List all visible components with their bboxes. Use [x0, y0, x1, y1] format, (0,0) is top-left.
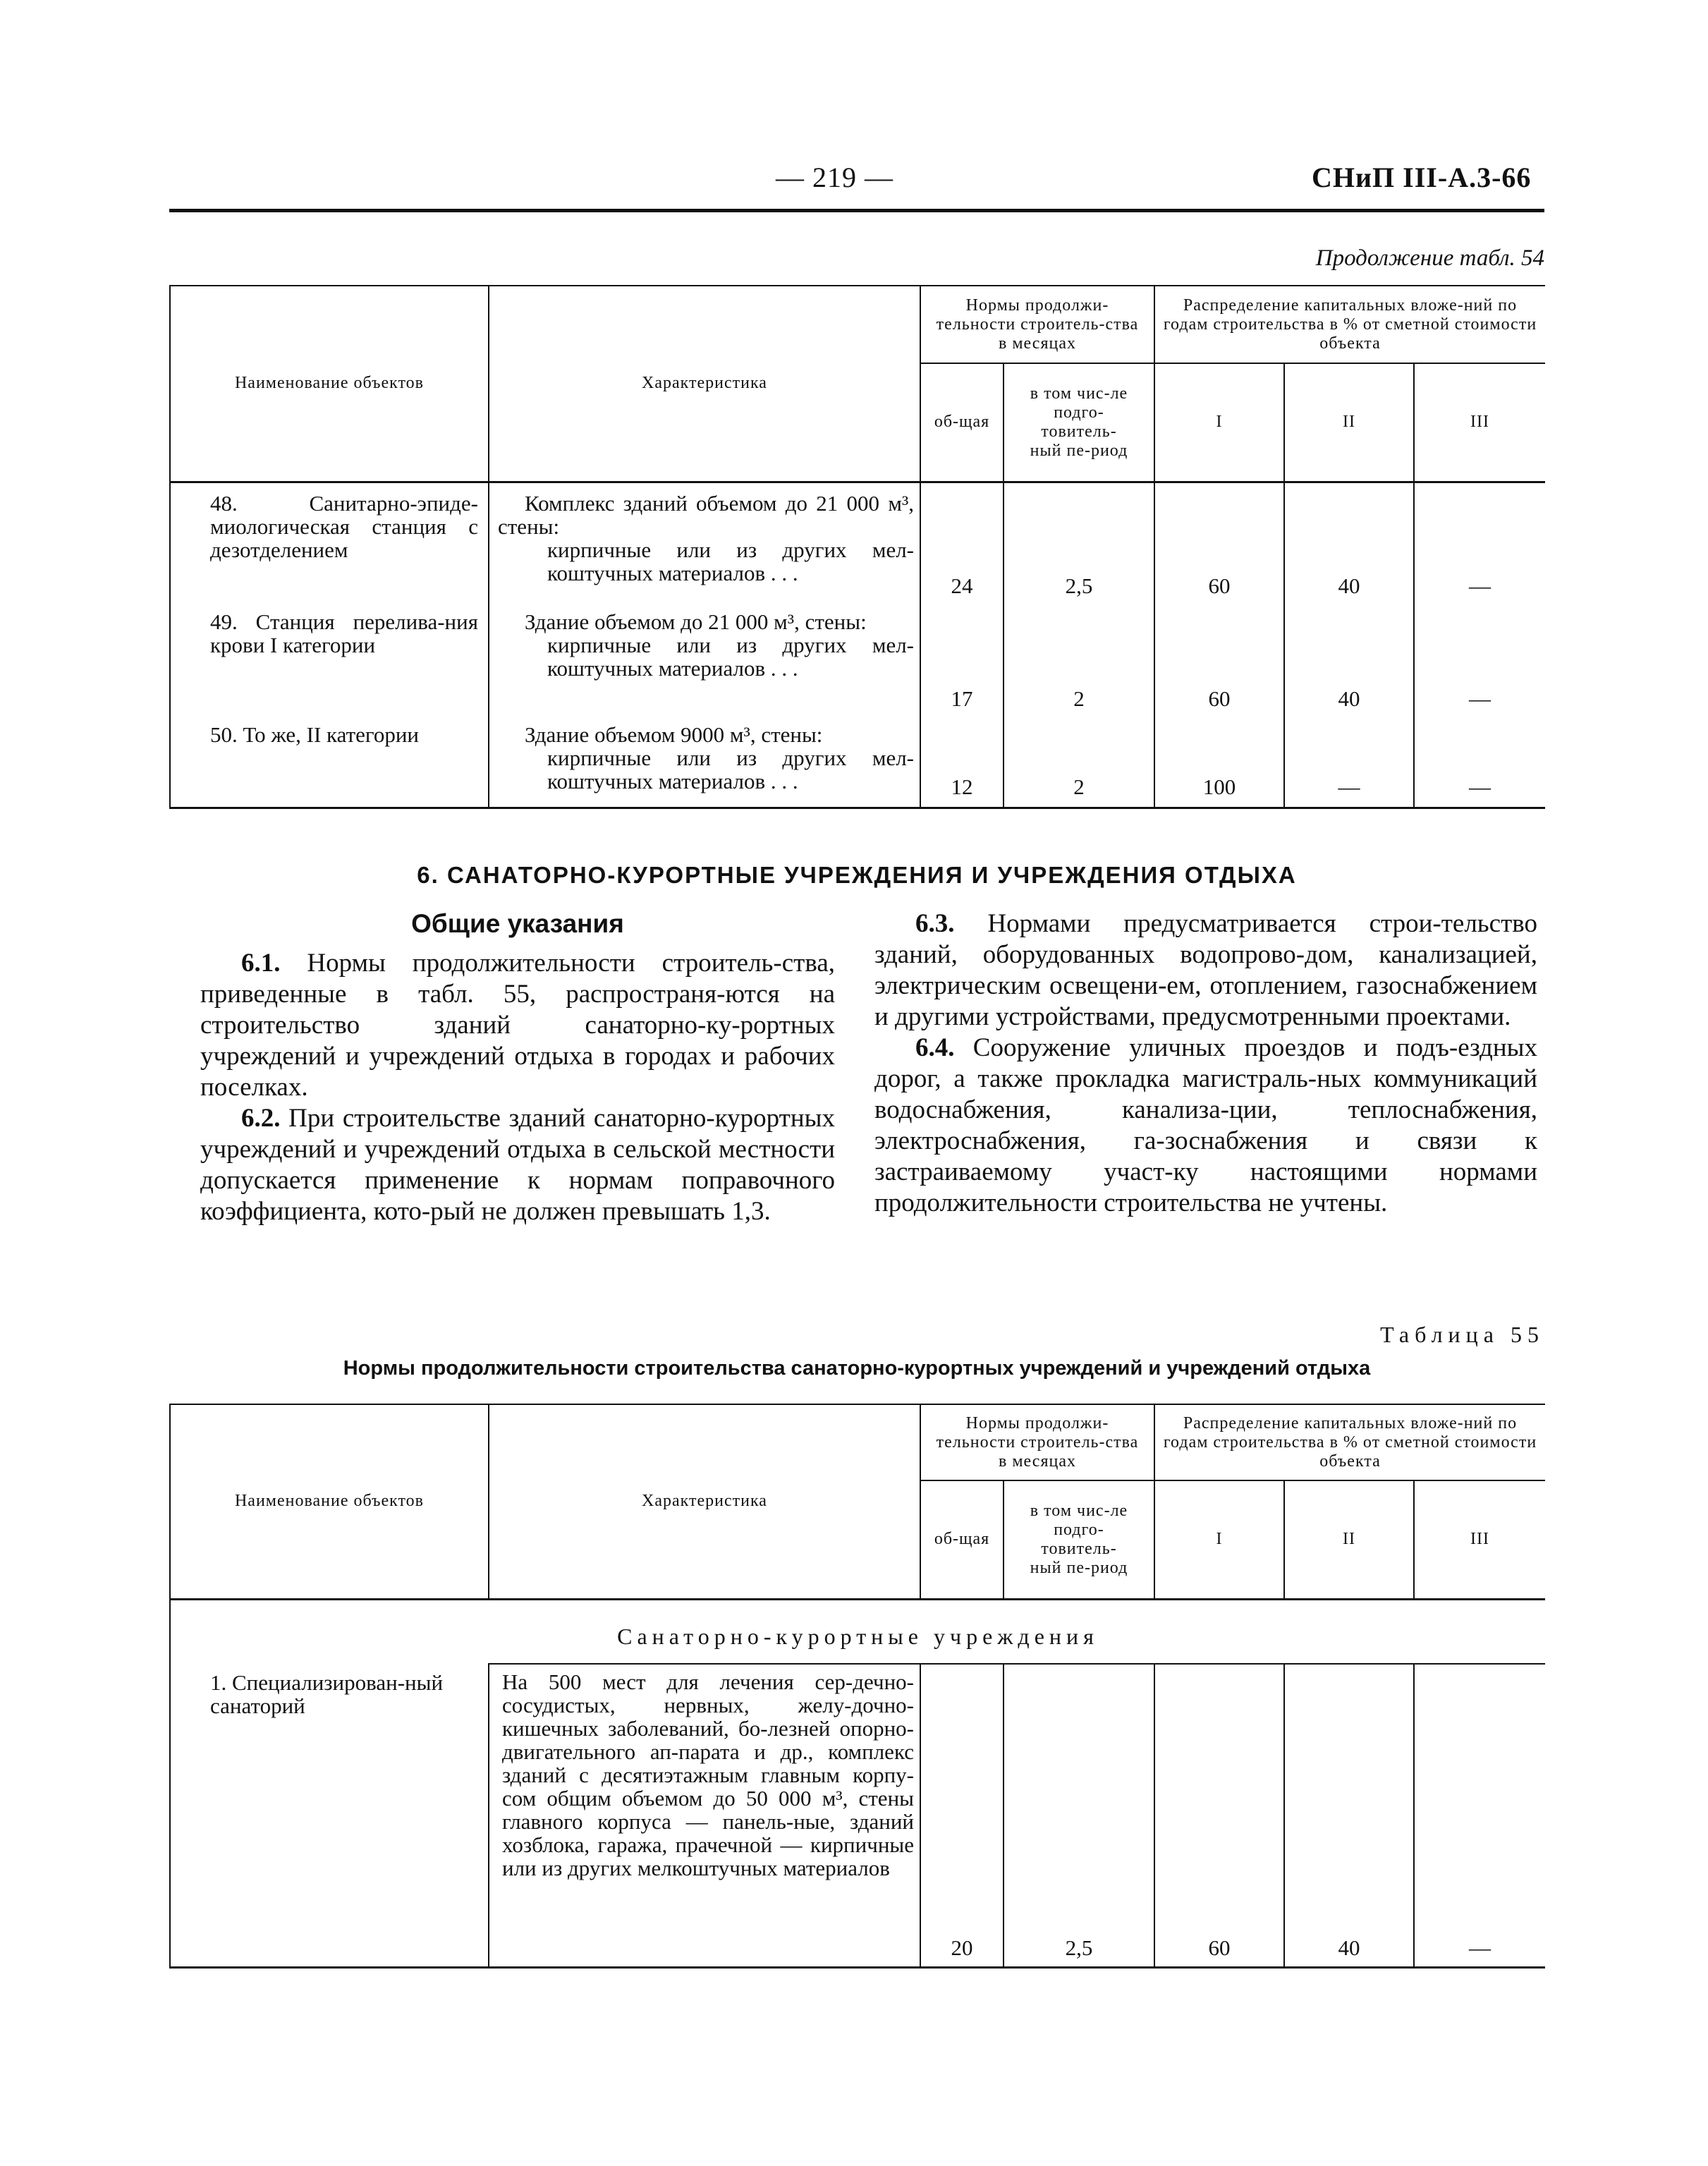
paragraph-6-2: 6.2. При строительстве зданий санаторно-курортных учреждений и учреждений отдыха в сельской местности допускается применение к нормам поправочного коэффициента, кото-рый не должен превышать 1,3. — [200, 1104, 835, 1226]
header-prep-period: в том чис-ле подго-товитель-ный пе-риод — [1004, 363, 1154, 482]
row-y3: — — [1469, 573, 1491, 598]
row-y2: 40 — [1284, 482, 1414, 606]
row-characteristic-lead: Здание объемом 9000 м³, стены: — [525, 722, 823, 747]
paragraph-6-1: 6.1. Нормы продолжительности строитель-ства, приведенные в табл. 55, распространя-ются на строительство зданий санаторно-ку-рортных учреждений и учреждений отдыха в городах и рабочих поселках. — [200, 949, 835, 1102]
row-total: 24 — [920, 482, 1004, 606]
header-year-1: I — [1154, 363, 1284, 482]
right-column — [874, 908, 1537, 1219]
header-prep-period: в том чис-ле подго-товитель-ный пе-риод — [1004, 1480, 1154, 1599]
header-characteristic: Характеристика — [489, 1404, 920, 1599]
row-characteristic-sub: кирпичные или из других мел-коштучных материалов . . . — [547, 633, 914, 681]
table-row — [170, 482, 1545, 606]
row-y2: — — [1284, 719, 1414, 808]
left-column — [200, 908, 835, 1227]
row-y3: — — [1469, 686, 1491, 711]
table-continuation-label: Продолжение табл. 54 — [1315, 245, 1544, 271]
row-characteristic — [489, 606, 920, 719]
row-name: 50. То же, II категории — [170, 719, 489, 808]
row-y1: 60 — [1154, 606, 1284, 719]
row-characteristic-sub: кирпичные или из других мел-коштучных материалов . . . — [547, 537, 914, 585]
header-norms: Нормы продолжи-тельности строитель-ства в месяцах — [920, 1404, 1154, 1480]
row-y3: — — [1469, 774, 1491, 799]
row-prep: 2,5 — [1004, 1664, 1154, 1967]
row-prep: 2 — [1004, 719, 1154, 808]
row-year-1: 60 — [1154, 1664, 1284, 1967]
header-rule — [169, 209, 1544, 212]
row-prep: 2,5 — [1004, 482, 1154, 606]
header-year-3: III — [1470, 1530, 1489, 1549]
row-characteristic-lead: Здание объемом до 21 000 м³, стены: — [525, 609, 867, 634]
header-distribution: Распределение капитальных вложе-ний по годам строительства в % от сметной стоимости объекта — [1154, 286, 1545, 363]
header-name: Наименование объектов — [170, 1404, 489, 1599]
table-row — [170, 719, 1545, 808]
header-year-1: I — [1154, 1480, 1284, 1599]
row-year-3: — — [1414, 1664, 1545, 1967]
row-prep: 2 — [1004, 606, 1154, 719]
group-row-sanatorium: Санаторно-курортные учреждения — [617, 1623, 1099, 1649]
page-number: — 219 — — [776, 162, 893, 193]
row-name: 49. Станция перелива-ния крови I категории — [170, 606, 489, 719]
row-y1: 60 — [1154, 482, 1284, 606]
subheading-general: Общие указания — [411, 909, 624, 938]
table-55-title: Нормы продолжительности строительства санаторно-курортных учреждений и учреждений отдыха — [343, 1357, 1371, 1380]
row-name: 1. Специализирован-ный санаторий — [170, 1664, 489, 1967]
row-name: 48. Санитарно-эпиде-миологическая станция с дезотделением — [170, 482, 489, 606]
header-distribution: Распределение капитальных вложе-ний по годам строительства в % от сметной стоимости объекта — [1154, 1404, 1545, 1480]
table-row — [170, 1664, 1545, 1967]
row-total: 17 — [920, 606, 1004, 719]
header-name: Наименование объектов — [170, 286, 489, 482]
table-55 — [169, 1404, 1545, 1969]
row-y1: 100 — [1154, 719, 1284, 808]
paragraph-6-4: 6.4. Сооружение уличных проездов и подъ-ездных дорог, а также прокладка магистраль-ных коммуникаций водоснабжения, канализа-ции, теплоснабжения, электроснабжения, га-зоснабжения и связи к застраиваемому участ-ку настоящими нормами продолжительности строительства не учтены. — [874, 1033, 1538, 1217]
row-characteristic — [489, 719, 920, 808]
header-year-2: II — [1284, 1480, 1414, 1599]
header-characteristic: Характеристика — [489, 286, 920, 482]
row-y2: 40 — [1284, 606, 1414, 719]
header-year-2: II — [1284, 363, 1414, 482]
row-characteristic — [489, 482, 920, 606]
header-total: об-щая — [920, 363, 1004, 482]
header-norms: Нормы продолжи-тельности строитель-ства в месяцах — [920, 286, 1154, 363]
row-year-2: 40 — [1284, 1664, 1414, 1967]
header-year-3: III — [1470, 413, 1489, 432]
row-total: 20 — [920, 1664, 1004, 1967]
row-characteristic: На 500 мест для лечения сер-дечно-сосудистых, нервных, желу-дочно-кишечных заболеваний, бо-лезней опорно-двигательного ап-парата и др., комплекс зданий с десятиэтажным главным корпу-сом общим объемом до 50 000 м³, стены главного корпуса — панель-ные, зданий хозблока, гаража, прачечной — кирпичные или из других мелкоштучных материалов — [489, 1664, 920, 1967]
section-title: 6. САНАТОРНО-КУРОРТНЫЕ УЧРЕЖДЕНИЯ И УЧРЕЖДЕНИЯ ОТДЫХА — [417, 862, 1297, 888]
table-row — [170, 606, 1545, 719]
paragraph-6-3: 6.3. Нормами предусматривается строи-тельство зданий, оборудованных водопрово-дом, канализацией, электрическим освещени-ем, отоплением, газоснабжением и другими устройствами, предусмотренными проектами. — [874, 909, 1537, 1031]
document-code: СНиП III-А.3-66 — [1312, 162, 1532, 193]
header-total: об-щая — [920, 1480, 1004, 1599]
row-characteristic-lead: Комплекс зданий объемом до 21 000 м³, стены: — [498, 490, 914, 539]
row-total: 12 — [920, 719, 1004, 808]
row-characteristic-sub: кирпичные или из других мел-коштучных материалов . . . — [547, 746, 914, 793]
table-55-label: Таблица 55 — [1380, 1322, 1544, 1347]
table-54 — [169, 285, 1545, 809]
